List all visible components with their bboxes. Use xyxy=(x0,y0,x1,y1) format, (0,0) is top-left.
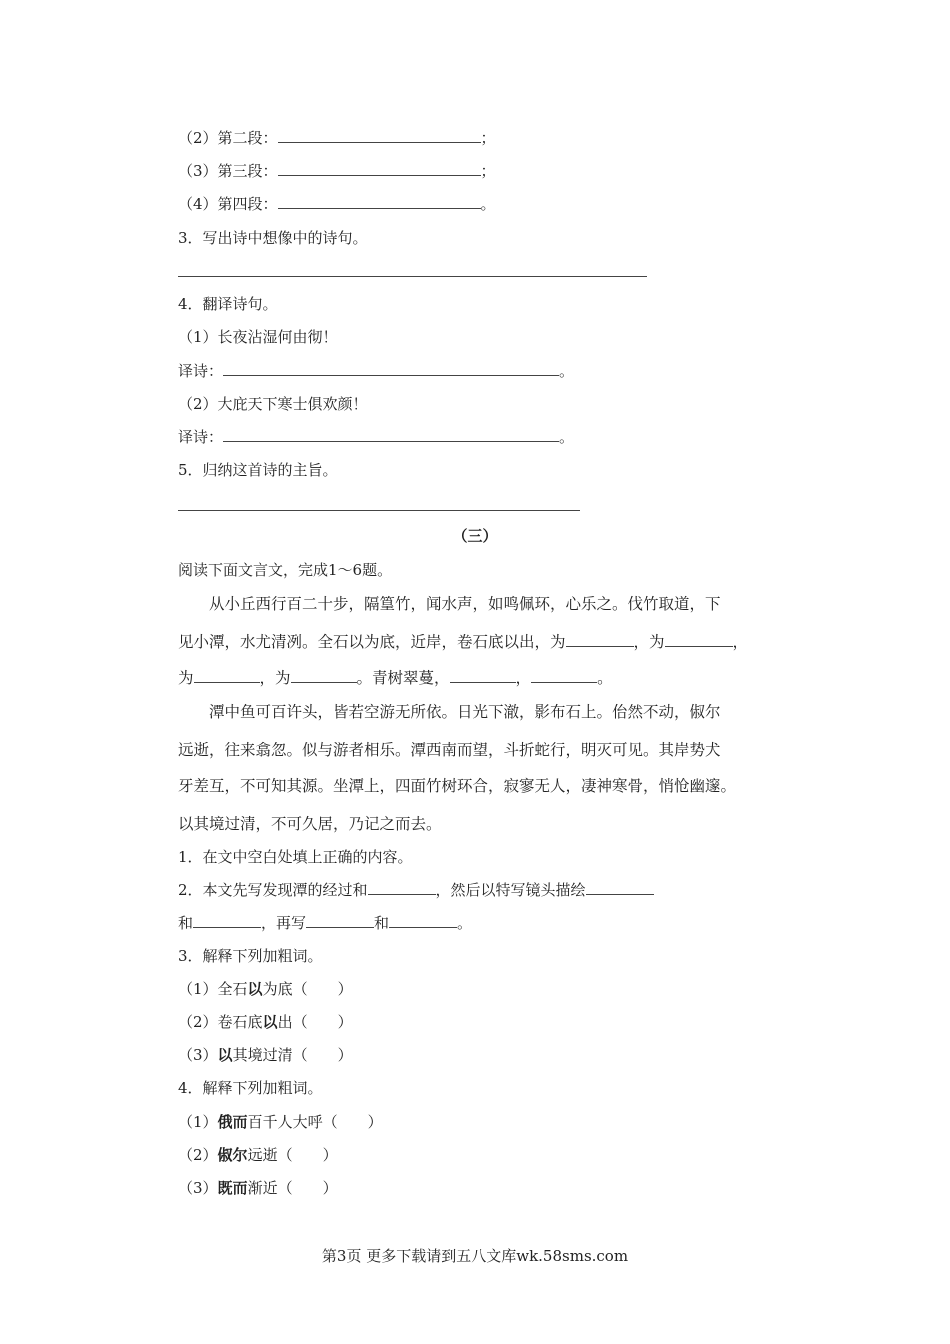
q2-item-3: （3）第三段： ； xyxy=(178,162,496,180)
passage-line: 牙差互，不可知其源。坐潭上，四面竹树环合，寂寥无人，凄神寒骨，悄怆幽邃。 xyxy=(178,777,737,795)
s3-q3-item: （2）卷石底以出（ ） xyxy=(178,1013,353,1031)
s3-q3-item: （1）全石以为底（ ） xyxy=(178,980,353,998)
answer-blank xyxy=(223,361,559,376)
answer-blank xyxy=(278,161,481,176)
answer-blank xyxy=(193,913,261,928)
answer-blank xyxy=(368,880,436,895)
question-5: 5．归纳这首诗的主旨。 xyxy=(178,461,338,479)
page-footer: 第3页 更多下载请到五八文库wk.58sms.com xyxy=(321,1247,629,1265)
s3-q4-item: （2）俶尔远逝（ ） xyxy=(178,1146,338,1164)
passage-line: 以其境过清，不可久居，乃记之而去。 xyxy=(178,815,442,833)
section-intro: 阅读下面文言文，完成1～6题。 xyxy=(178,561,393,579)
s3-question-3: 3．解释下列加粗词。 xyxy=(178,947,323,965)
q2-item-4: （4）第四段： 。 xyxy=(178,195,496,213)
section-title: （三） xyxy=(452,527,498,545)
answer-blank xyxy=(223,427,559,442)
question-4-translation-2: 译诗： 。 xyxy=(178,428,575,446)
question-4-item-2: （2）大庇天下寒士俱欢颜！ xyxy=(178,395,368,413)
s3-q3-item: （3）以其境过清（ ） xyxy=(178,1046,353,1064)
question-4-item-1: （1）长夜沾湿何由彻！ xyxy=(178,328,338,346)
passage-line: 远逝，往来翕忽。似与游者相乐。潭西南而望，斗折蛇行，明灭可见。其岸势犬 xyxy=(178,741,721,759)
s3-question-4: 4．解释下列加粗词。 xyxy=(178,1079,323,1097)
passage-blank xyxy=(665,632,733,647)
passage-blank xyxy=(531,668,597,683)
s3-question-1: 1．在文中空白处填上正确的内容。 xyxy=(178,848,413,866)
answer-blank xyxy=(278,128,481,143)
answer-blank xyxy=(389,913,457,928)
question-3: 3．写出诗中想像中的诗句。 xyxy=(178,229,368,247)
answer-blank xyxy=(278,194,481,209)
s3-question-2: 2．本文先写发现潭的经过和 ，然后以特写镜头描绘 xyxy=(178,880,654,900)
q2-item-2: （2）第二段： ； xyxy=(178,129,496,147)
answer-line xyxy=(178,510,580,511)
passage-line: 见小潭，水尤清冽。全石以为底，近岸，卷石底以出，为 ，为 ， xyxy=(178,633,749,651)
answer-blank xyxy=(586,880,654,895)
passage-blank xyxy=(194,668,260,683)
answer-blank xyxy=(306,913,374,928)
s3-question-2-cont: 和 ，再写 和 。 xyxy=(178,914,473,932)
question-4: 4．翻译诗句。 xyxy=(178,295,278,313)
s3-q4-item: （3）既而渐近（ ） xyxy=(178,1179,338,1197)
passage-blank xyxy=(291,668,357,683)
answer-line xyxy=(178,276,647,277)
passage-line: 从小丘西行百二十步，隔篁竹，闻水声，如鸣佩环，心乐之。伐竹取道，下 xyxy=(209,595,721,613)
s3-q4-item: （1）俄而百千人大呼（ ） xyxy=(178,1113,383,1131)
passage-line: 潭中鱼可百许头，皆若空游无所依。日光下澈，影布石上。佁然不动，俶尔 xyxy=(209,703,721,721)
passage-blank xyxy=(450,668,516,683)
passage-blank xyxy=(566,632,634,647)
question-4-translation-1: 译诗： 。 xyxy=(178,362,575,380)
passage-line: 为 ，为 。青树翠蔓， ， 。 xyxy=(178,669,613,687)
